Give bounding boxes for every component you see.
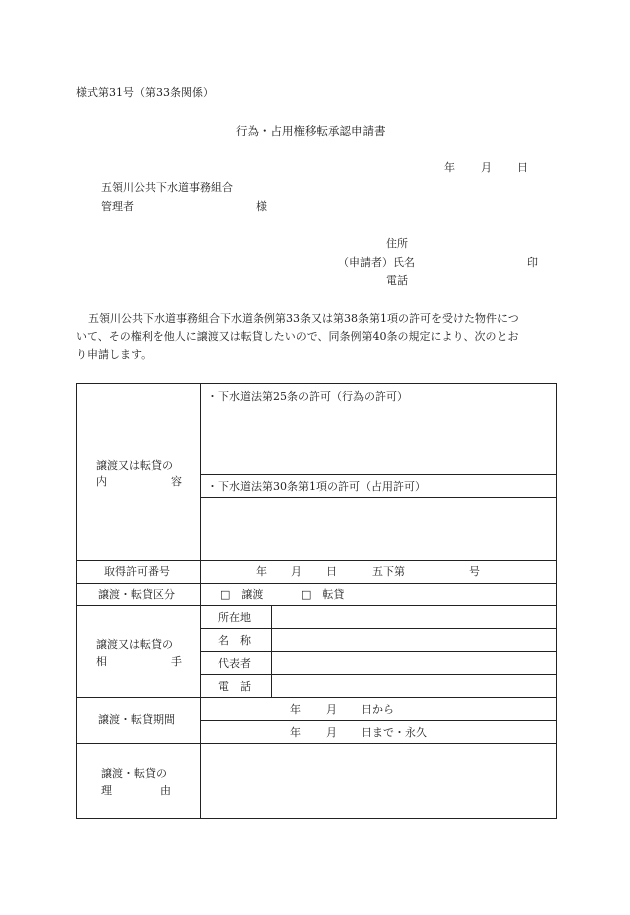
- permit-number-year: 年: [256, 565, 267, 578]
- permit-number-prefix: 五下第: [372, 565, 405, 578]
- permit-option-1: ・下水道法第25条の許可（行為の許可）: [207, 390, 408, 403]
- date-month: 月: [481, 161, 492, 174]
- content-label-char2: 容: [171, 475, 182, 488]
- counterparty-label-char2: 手: [171, 655, 182, 668]
- seal-mark: 印: [527, 256, 538, 269]
- period-from-day: 日から: [361, 703, 394, 716]
- reason-label-char2: 由: [160, 784, 171, 797]
- period-from-month: 月: [326, 703, 337, 716]
- period-to-year: 年: [290, 726, 301, 739]
- applicant-phone-label: 電話: [386, 274, 408, 287]
- permit-number-day: 日: [326, 565, 337, 578]
- addressee-honorific: 様: [256, 200, 267, 213]
- counterparty-label-char1: 相: [96, 655, 107, 668]
- body-line-3: り申請します。: [76, 348, 153, 361]
- date-year: 年: [444, 161, 455, 174]
- permit-number-month: 月: [291, 565, 302, 578]
- counterparty-location-label: 所在地: [218, 611, 251, 624]
- addressee-role: 管理者: [101, 200, 134, 213]
- counterparty-name-label: 名 称: [218, 634, 251, 647]
- reason-label-line1: 譲渡・転貸の: [101, 767, 167, 780]
- category-sublease-checkbox[interactable]: □ 転貸: [301, 588, 345, 601]
- form-number: 様式第31号（第33条関係）: [76, 86, 214, 99]
- counterparty-phone-label: 電 話: [218, 680, 251, 693]
- content-label-line1: 譲渡又は転貸の: [96, 459, 173, 472]
- period-to-month: 月: [326, 726, 337, 739]
- permit-number-suffix: 号: [469, 565, 480, 578]
- category-label: 譲渡・転貸区分: [98, 588, 175, 601]
- period-label: 譲渡・転貸期間: [98, 713, 175, 726]
- category-transfer-checkbox[interactable]: □ 譲渡: [220, 588, 264, 601]
- permit-number-label: 取得許可番号: [104, 565, 170, 578]
- addressee-org: 五領川公共下水道事務組合: [101, 181, 233, 194]
- content-label-char1: 内: [96, 475, 107, 488]
- permit-option-2: ・下水道法第30条第1項の許可（占用許可）: [207, 480, 426, 493]
- page-title: 行為・占用権移転承認申請書: [236, 124, 386, 138]
- applicant-name-label: （申請者）氏名: [338, 256, 415, 269]
- reason-label-char1: 理: [101, 784, 112, 797]
- counterparty-label-line1: 譲渡又は転貸の: [96, 638, 173, 651]
- counterparty-rep-label: 代表者: [218, 657, 251, 670]
- body-line-2: いて、その権利を他人に譲渡又は転貸したいので、同条例第40条の規定により、次のとお: [76, 330, 519, 343]
- applicant-address-label: 住所: [386, 237, 408, 250]
- period-to-day: 日まで・永久: [361, 726, 427, 739]
- body-line-1: 五領川公共下水道事務組合下水道条例第33条又は第38条第1項の許可を受けた物件につ: [88, 312, 519, 325]
- date-day: 日: [517, 161, 528, 174]
- period-from-year: 年: [290, 703, 301, 716]
